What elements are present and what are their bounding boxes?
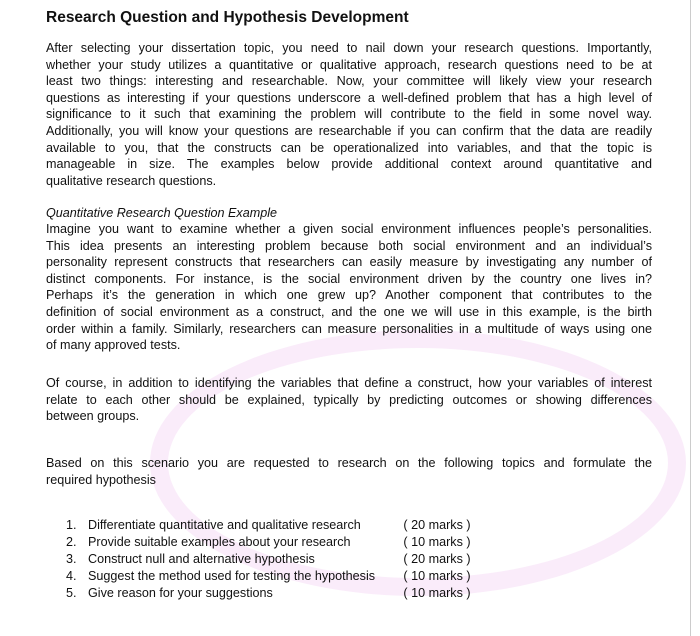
task-marks: ( 10 marks ) [403,569,471,583]
task-number: 2. [66,535,77,549]
task-marks: ( 10 marks ) [403,535,471,549]
text-line: order within a family. Similarly, researchers can measure personalities in a multitude of ways using one [46,321,652,336]
task-item [66,551,472,568]
task-text: Differentiate quantitative and qualitative research [88,518,361,532]
task-item [66,568,472,585]
intro-paragraph [46,40,652,189]
task-marks: ( 20 marks ) [403,518,471,532]
text-line: whether your study utilizes a quantitative or qualitative approach, research questions need to be at [46,57,652,72]
text-line: available to you, that the constructs can be operationalized into variables, and that the topic is [46,140,652,155]
task-item [66,517,472,534]
text-line: distinct components. For instance, is the social environment driven by the country one lives in? [46,271,652,286]
text-line: Perhaps it’s the generation in which one grew up? Another component that contributes to the [46,288,652,303]
text-line: least two things: interesting and researchable. Now, your committee will likely view your research [46,74,652,89]
task-text: Suggest the method used for testing the hypothesis [88,569,376,583]
task-number: 3. [66,552,77,566]
task-number: 5. [66,586,77,600]
text-line: of many approved tests. [46,338,181,353]
task-marks: ( 20 marks ) [403,552,471,566]
text-line: This idea presents an interesting problem because both social environment and an individual’s [46,238,652,253]
task-text: Construct null and alternative hypothesis [88,552,315,566]
document-title: Research Question and Hypothesis Development [46,9,409,26]
text-line: relate to each other should be explained, typically by predicting outcomes or showing differences [46,392,652,407]
scenario-paragraph [46,455,652,488]
task-item [66,585,472,602]
text-line: definition of social environment as a construct, and the one we will use in this example, is the birth [46,304,652,319]
text-line: questions as interesting if your questions underscore a well-defined problem that has a high level of [46,90,652,105]
text-line: required hypothesis [46,472,156,487]
text-line: significance to it such that examining the problem will contribute to the field in some novel way. [46,107,652,122]
task-number: 1. [66,518,77,532]
variables-paragraph [46,375,652,425]
text-line: Additionally, you will know your questions are researchable if you can confirm that the data are readily [46,123,652,138]
task-list [66,517,472,602]
task-item [66,534,472,551]
text-line: Imagine you want to examine whether a given social environment influences people’s personalities. [46,222,652,236]
task-text: Give reason for your suggestions [88,586,273,600]
example-paragraph [46,221,652,354]
task-marks: ( 10 marks ) [403,586,471,600]
text-line: After selecting your dissertation topic, you need to nail down your research questions. Importantly, [46,41,652,55]
task-number: 4. [66,569,77,583]
text-line: between groups. [46,409,140,424]
example-heading: Quantitative Research Question Example [46,206,278,220]
text-line: Of course, in addition to identifying the variables that define a construct, how your variables of interest [46,376,652,390]
text-line: qualitative research questions. [46,173,217,188]
text-line: personality represent constructs that researchers can easily measure by investigating any number of [46,255,652,270]
text-line: manageable in size. The examples below provide additional context around quantitative and [46,157,652,172]
task-text: Provide suitable examples about your research [88,535,351,549]
text-line: Based on this scenario you are requested to research on the following topics and formulate the [46,456,652,470]
page-border [690,0,691,636]
